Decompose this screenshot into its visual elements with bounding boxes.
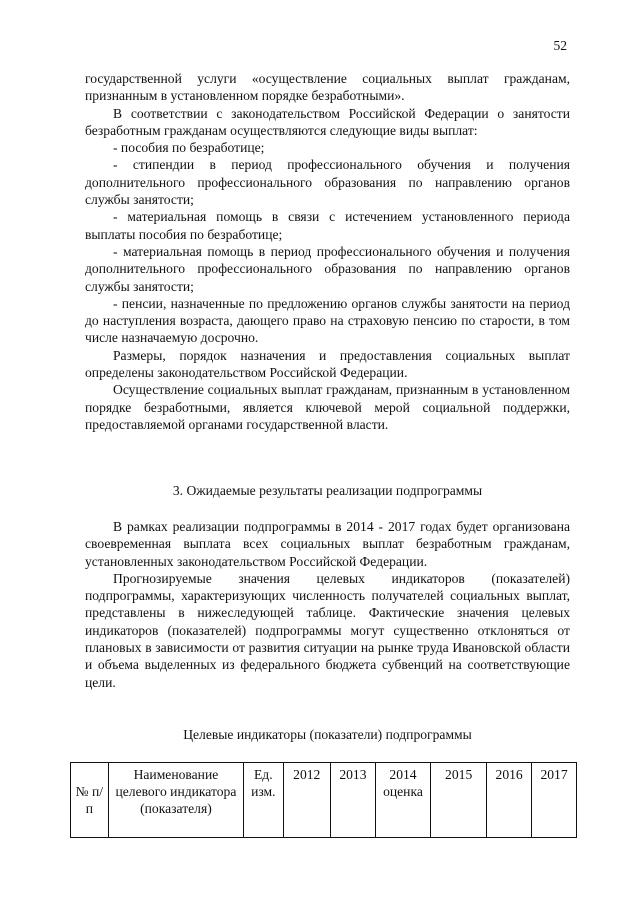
list-item: - пенсии, назначенные по предложению органов службы занятости на период до наступления возраста, дающего право на страховую пенсию по старости, в том числе назначаемую досрочно. — [85, 295, 570, 346]
col-number-header: № п/п — [71, 763, 109, 838]
list-item: - материальная помощь в связи с истечением установленного периода выплаты пособия по безработице; — [85, 209, 570, 242]
paragraph: В рамках реализации подпрограммы в 2014 - 2017 годах будет организована своевременная выплата всех социальных выплат безработным гражданам, установленных законодательством Российской Федерации. — [85, 519, 570, 569]
body-text — [85, 70, 570, 433]
col-2013-header: 2013 — [330, 763, 375, 838]
indicators-table — [70, 762, 577, 838]
page-number: 52 — [553, 38, 567, 53]
section-heading: 3. Ожидаемые результаты реализации подпрограммы — [172, 483, 483, 498]
col-name-header: Наименование целевого индикатора (показателя) — [108, 763, 243, 838]
paragraph: Осуществление социальных выплат гражданам, признанным в установленном порядке безработными, является ключевой мерой социальной поддержки, предоставляемой органами государственной власти. — [85, 382, 570, 432]
paragraph: В соответствии с законодательством Российской Федерации о занятости безработным гражданам осуществляются следующие виды выплат: — [85, 105, 570, 138]
table-caption: Целевые индикаторы (показатели) подпрограммы — [183, 727, 472, 742]
list-item: - пособия по безработице; — [113, 140, 265, 156]
paragraph: Прогнозируемые значения целевых индикаторов (показателей) подпрограммы, характеризующих численность получателей социальных выплат, представлены в нижеследующей таблице. Фактические значения целевых индикаторов (показателей) подпрограммы могут существенно отклоняться от плановых в зависимости от развития ситуации на рынке труда Ивановской области и объема выделенных из федерального бюджета субвенций на соответствующие цели. — [85, 570, 570, 690]
col-2015-header: 2015 — [431, 763, 487, 838]
col-2012-header: 2012 — [283, 763, 330, 838]
table-header-row — [71, 763, 577, 838]
list-item: - стипендии в период профессионального обучения и получения дополнительного профессионального образования по направлению органов службы занятости; — [85, 157, 570, 208]
paragraph: Размеры, порядок назначения и предоставления социальных выплат определены законодательством Российской Федерации. — [85, 347, 570, 381]
col-unit-header: Ед. изм. — [244, 763, 283, 838]
col-2014-header: 2014 оценка — [375, 763, 430, 838]
section-body — [85, 518, 570, 691]
col-2017-header: 2017 — [532, 763, 577, 838]
col-2016-header: 2016 — [487, 763, 532, 838]
paragraph: государственной услуги «осуществление социальных выплат гражданам, признанным в установленном порядке безработными». — [85, 71, 570, 104]
list-item: - материальная помощь в период профессионального обучения и получения дополнительного профессионального образования по направлению органов службы занятости; — [85, 243, 570, 294]
